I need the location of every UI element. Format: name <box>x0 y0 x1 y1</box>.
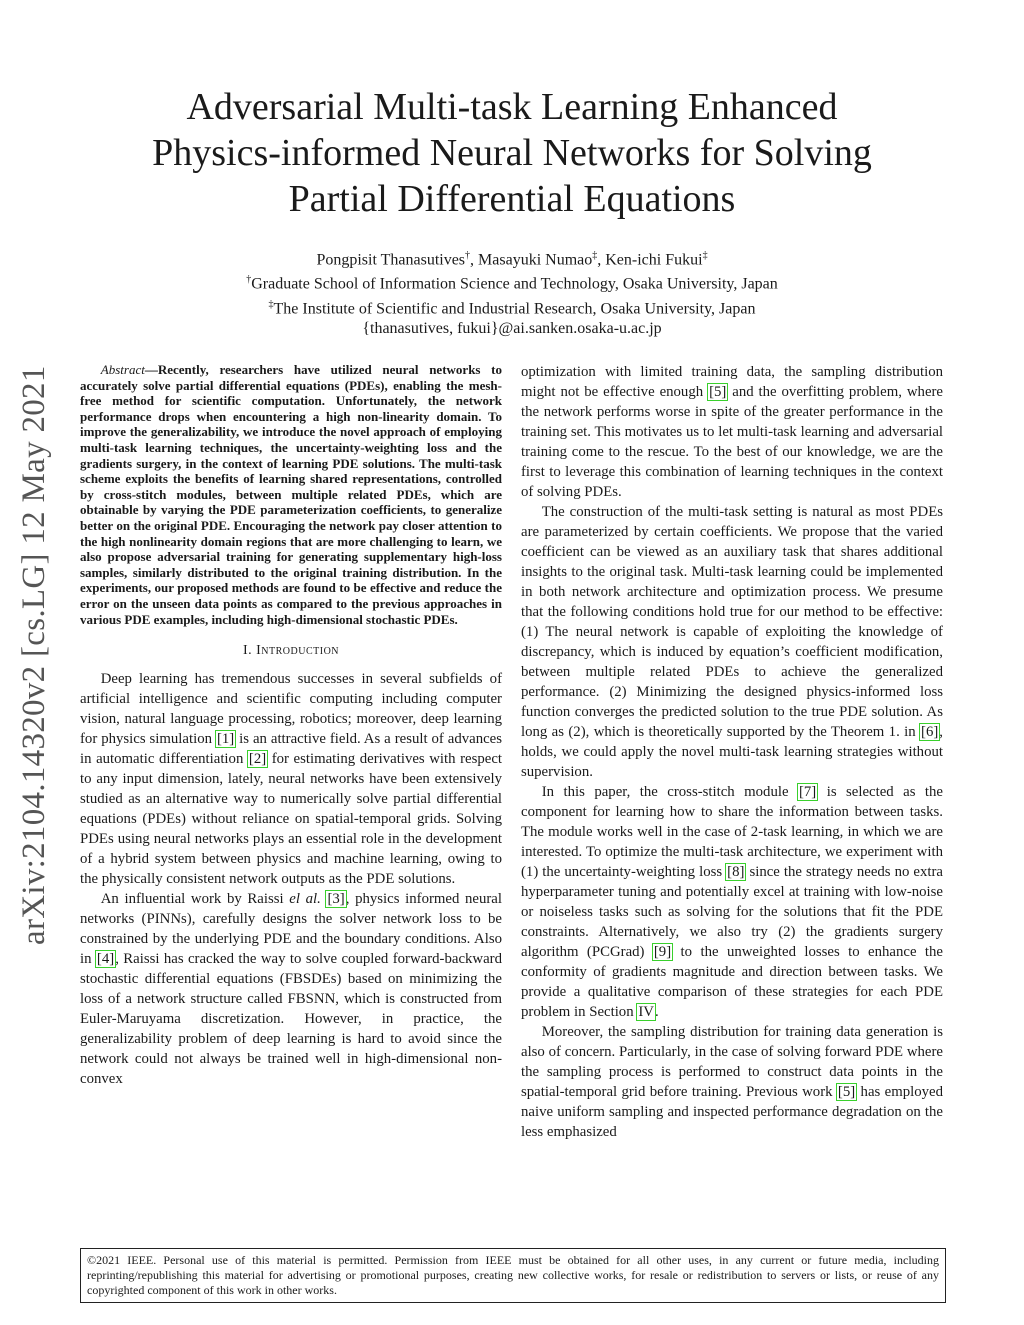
affiliation-text: The Institute of Scientific and Industrial Research, Osaka University, Japan <box>273 299 756 317</box>
citation-link[interactable]: [3] <box>327 891 345 908</box>
abstract-label: Abstract <box>100 362 145 377</box>
abstract-text: —Recently, researchers have utilized neural networks to accurately solve partial differential equations (PDEs), enabling the mesh-free method for scientific computation. Unfortunately, the network performance drops when encountering a high non-linearity domain. To improve the generalizability, we introduce the novel approach of employing multi-task learning techniques, the uncertainty-weighting loss and the gradients surgery, in the context of learning PDE solutions. The multi-task scheme exploits the benefits of learning shared representations, controlled by cross-stitch modules, between multiple related PDEs, which are obtainable by varying the PDE parameterization coefficients, to generalize better on the original PDE. Encouraging the network pay closer attention to the high nonlinearity domain regions that are more challenging to learn, we also propose adversarial training for generating supplementary high-loss samples, similarly distributed to the original training distribution. In the experiments, our proposed methods are found to be effective and reduce the error on the unseen data points as compared to the previous approaches in various PDE examples, including high-dimensional stochastic PDEs. <box>80 362 502 627</box>
text-span: to the unweighted losses to enhance the conformity of gradients magnitude and direction between tasks. We provide a qualitative comparison of these strategies for each PDE problem in Section <box>521 944 943 1020</box>
affiliation-text: Graduate School of Information Science and Technology, Osaka University, Japan <box>251 275 778 293</box>
right-column <box>521 362 943 1142</box>
affiliation-mark: † <box>465 250 471 261</box>
text-span: and the overfitting problem, where the network performs worse in spite of the greater performance in the training set. This motivates us to let multi-task learning and adversarial training come to the rescue. To the best of our knowledge, we are the first to leverage this combination of learning techniques in the context of solving PDEs. <box>521 384 944 500</box>
author-block <box>80 246 944 339</box>
section-link[interactable]: IV <box>638 1004 654 1020</box>
text-span: is an attractive field. As a result of advances in automatic differentiation <box>80 731 503 768</box>
author-email[interactable]: {thanasutives, fukui}@ai.sanken.osaka-u.ac.jp <box>362 319 662 337</box>
paragraph <box>521 782 943 1022</box>
text-span: , holds, we could apply the novel multi-task learning strategies without supervision. <box>521 724 943 780</box>
affiliation-mark: † <box>246 274 252 286</box>
text-span: optimization with limited training data, the sampling distribution might not be effective enough <box>521 364 943 400</box>
citation-link[interactable]: [5] <box>709 384 727 400</box>
affiliation-mark: ‡ <box>702 250 708 261</box>
text-span: el al. <box>289 891 321 908</box>
text-span: An influential work by Raissi <box>100 891 290 908</box>
paper-title <box>80 84 944 222</box>
author-name: Ken-ichi Fukui <box>605 251 703 269</box>
copyright-notice: ©2021 IEEE. Personal use of this material is permitted. Permission from IEEE must be obtained for all other uses, in any current or future media, including reprinting/republishing this material for advertising or promotional purposes, creating new collective works, for resale or redistribution to servers or lists, or reuse of any copyrighted component of this work in other works. <box>80 1248 946 1303</box>
text-span: The construction of the multi-task setting is natural as most PDEs are parameterized by certain coefficients. We propose that the varied coefficient can be viewed as an auxiliary task that shares additional insights to the original task. Multi-task learning could be implemented in both network architecture and optimization process. We presume that the following conditions hold true for our method to be effective: (1) The neural network is capable of exploiting the knowledge of discrepancy, which is induced by equation’s coefficient modification, between multiple related PDEs to achieve the generalized performance. (2) Minimizing the designed physics-informed loss function converges the predicted solution to the true PDE solution. As long as (2), which is theoretically supported by the Theorem 1. in <box>521 504 943 740</box>
affiliation-line <box>80 295 944 319</box>
citation-link[interactable]: [9] <box>653 944 672 960</box>
paragraph <box>521 502 943 782</box>
text-span: . <box>654 1004 659 1020</box>
paragraph <box>521 1022 943 1142</box>
paragraph <box>521 362 943 502</box>
author-name: Masayuki Numao <box>478 251 593 269</box>
text-span: In this paper, the cross-stitch module <box>541 784 798 800</box>
citation-link[interactable]: [1] <box>216 731 235 748</box>
affiliation-line <box>80 270 944 294</box>
author-name: Pongpisit Thanasutives <box>316 251 466 269</box>
title-line-1: Adversarial Multi-task Learning Enhanced <box>186 86 838 128</box>
title-line-2: Physics-informed Neural Networks for Solving <box>152 132 872 174</box>
abstract <box>80 362 502 627</box>
citation-link[interactable]: [5] <box>837 1084 856 1100</box>
affiliation-mark: ‡ <box>268 298 274 310</box>
text-span: since the strategy needs no extra hyperparameter tuning and potentially excel at training with low-noise or noiseless tasks such as solving for the solutions that fit the PDE constraints. Alternatively, we also try (2) the gradients surgery algorithm (PCGrad) <box>521 864 943 960</box>
paragraph <box>80 669 502 889</box>
citation-link[interactable]: [8] <box>727 864 745 880</box>
affiliation-mark: ‡ <box>592 250 598 261</box>
arxiv-identifier: arXiv:2104.14320v2 [cs.LG] 12 May 2021 <box>16 365 52 945</box>
author-line: Pongpisit Thanasutives†, Masayuki Numao‡, Ken-ichi Fukui‡ <box>316 250 708 269</box>
text-span: Deep learning has tremendous successes in several subfields of artificial intelligence and scientific computing including computer vision, natural language processing, robotics; moreover, deep learning for physics simulation <box>80 671 502 748</box>
section-title: Introduction <box>256 643 340 659</box>
section-number: I. <box>242 643 253 659</box>
section-heading <box>80 643 502 659</box>
text-span: is selected as the component for learning how to share the information between tasks. The module works well in the case of 2-task learning, in which we are interested. To optimize the multi-task architecture, we experiment with (1) the uncertainty-weighting loss <box>521 784 943 880</box>
text-span: , Raissi has cracked the way to solve coupled forward-backward stochastic differential equations (FBSDEs) based on minimizing the loss of a network structure called FBSNN, which is constructed from Euler-Maruyama discretization. However, in practice, the generalizability problem of deep learning is hard to avoid since the network could not always be trained well in high-dimensional non-convex <box>80 951 502 1088</box>
paragraph <box>80 889 502 1089</box>
citation-link[interactable]: [7] <box>798 784 817 800</box>
text-span: for estimating derivatives with respect to any input dimension, lately, neural networks have been extensively studied as an alternative way to numerically solve partial differential equations (PDEs) without reliance on spatial-temporal grids. Solving PDEs using neural networks plays an essential role in the development of a hybrid system between physics and machine learning, owing to the physically consistent network outputs as the PDE solutions. <box>80 751 502 888</box>
left-column <box>80 362 502 1089</box>
citation-link[interactable]: [2] <box>248 751 267 768</box>
citation-link[interactable]: [4] <box>96 951 115 968</box>
title-line-3: Partial Differential Equations <box>288 178 736 220</box>
text-span: Moreover, the sampling distribution for training data generation is also of concern. Particularly, in the case of solving forward PDE where the sampling process is performed to construct data points in the spatial-temporal grid before training. Previous work <box>521 1024 943 1100</box>
citation-link[interactable]: [6] <box>921 724 939 740</box>
text-span: has employed naive uniform sampling and inspected performance degradation on the less emphasized <box>521 1084 943 1140</box>
text-span: , physics informed neural networks (PINNs), carefully designs the solver network loss to be constrained by the underlying PDE and the boundary conditions. Also in <box>80 891 502 968</box>
